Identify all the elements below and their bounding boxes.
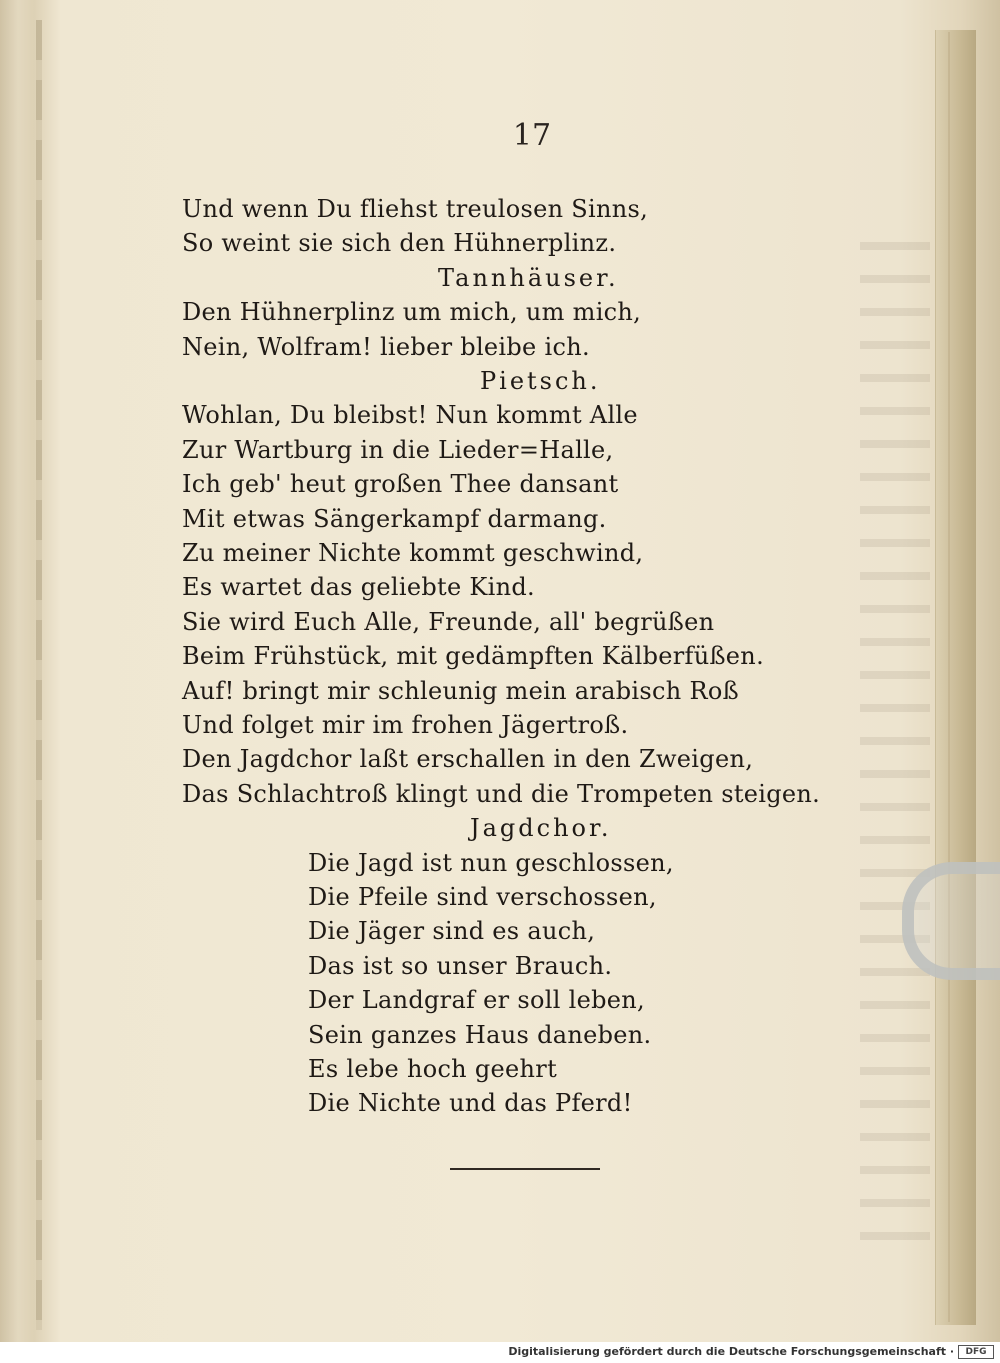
verse-line: Ich geb' heut großen Thee dansant bbox=[182, 470, 619, 499]
chorus-line: Das ist so unser Brauch. bbox=[308, 951, 613, 980]
end-rule bbox=[450, 1168, 600, 1170]
chorus-line: Sein ganzes Haus daneben. bbox=[308, 1020, 652, 1049]
bleed-through-text bbox=[860, 220, 930, 1240]
verse-line: Und wenn Du fliehst treulosen Sinns, bbox=[182, 195, 649, 223]
verse-line: Zur Wartburg in die Lieder=Halle, bbox=[182, 435, 614, 464]
verse-line: Wohlan, Du bleibst! Nun kommt Alle bbox=[182, 401, 638, 430]
page-edges bbox=[935, 30, 976, 1325]
verse-line: Sie wird Euch Alle, Freunde, all' begrüßen bbox=[182, 607, 715, 636]
verse-line: Zu meiner Nichte kommt geschwind, bbox=[182, 539, 644, 567]
chorus-line: Die Pfeile sind verschossen, bbox=[308, 883, 657, 911]
page-number: 17 bbox=[512, 118, 552, 153]
chorus-line: Die Nichte und das Pferd! bbox=[308, 1089, 633, 1118]
page-clip bbox=[902, 862, 1000, 980]
funding-credit: Digitalisierung gefördert durch die Deutsche Forschungsgemeinschaft · bbox=[508, 1345, 954, 1358]
speaker-name: Pietsch. bbox=[480, 367, 601, 395]
verse-line: Und folget mir im frohen Jägertroß. bbox=[182, 711, 629, 739]
dfg-logo: DFG bbox=[958, 1345, 994, 1359]
chorus-line: Der Landgraf er soll leben, bbox=[308, 986, 645, 1015]
verse-line: Beim Frühstück, mit gedämpften Kälberfüßen. bbox=[182, 642, 764, 671]
speaker-name: Tannhäuser. bbox=[438, 263, 619, 292]
chorus-line: Die Jäger sind es auch, bbox=[308, 917, 596, 946]
chorus-line: Die Jagd ist nun geschlossen, bbox=[308, 848, 674, 877]
verse-line: Den Jagdchor laßt erschallen in den Zweigen, bbox=[182, 745, 754, 774]
digitization-footer bbox=[0, 1342, 1000, 1363]
chorus-line: Es lebe hoch geehrt bbox=[308, 1055, 558, 1083]
verse-line: So weint sie sich den Hühnerplinz. bbox=[182, 229, 617, 258]
verse-line: Mit etwas Sängerkampf darmang. bbox=[182, 504, 607, 533]
verse-line: Den Hühnerplinz um mich, um mich, bbox=[182, 298, 642, 327]
page-edge-line bbox=[948, 32, 950, 1322]
verse-line: Das Schlachtroß klingt und die Trompeten steigen. bbox=[182, 779, 821, 808]
verse-line: Nein, Wolfram! lieber bleibe ich. bbox=[182, 332, 590, 361]
verse-line: Auf! bringt mir schleunig mein arabisch Roß bbox=[182, 676, 739, 705]
binding-stitch bbox=[36, 20, 42, 1330]
speaker-name: Jagdchor. bbox=[470, 814, 612, 843]
verse-line: Es wartet das geliebte Kind. bbox=[182, 573, 535, 602]
left-page-gutter bbox=[0, 0, 60, 1342]
